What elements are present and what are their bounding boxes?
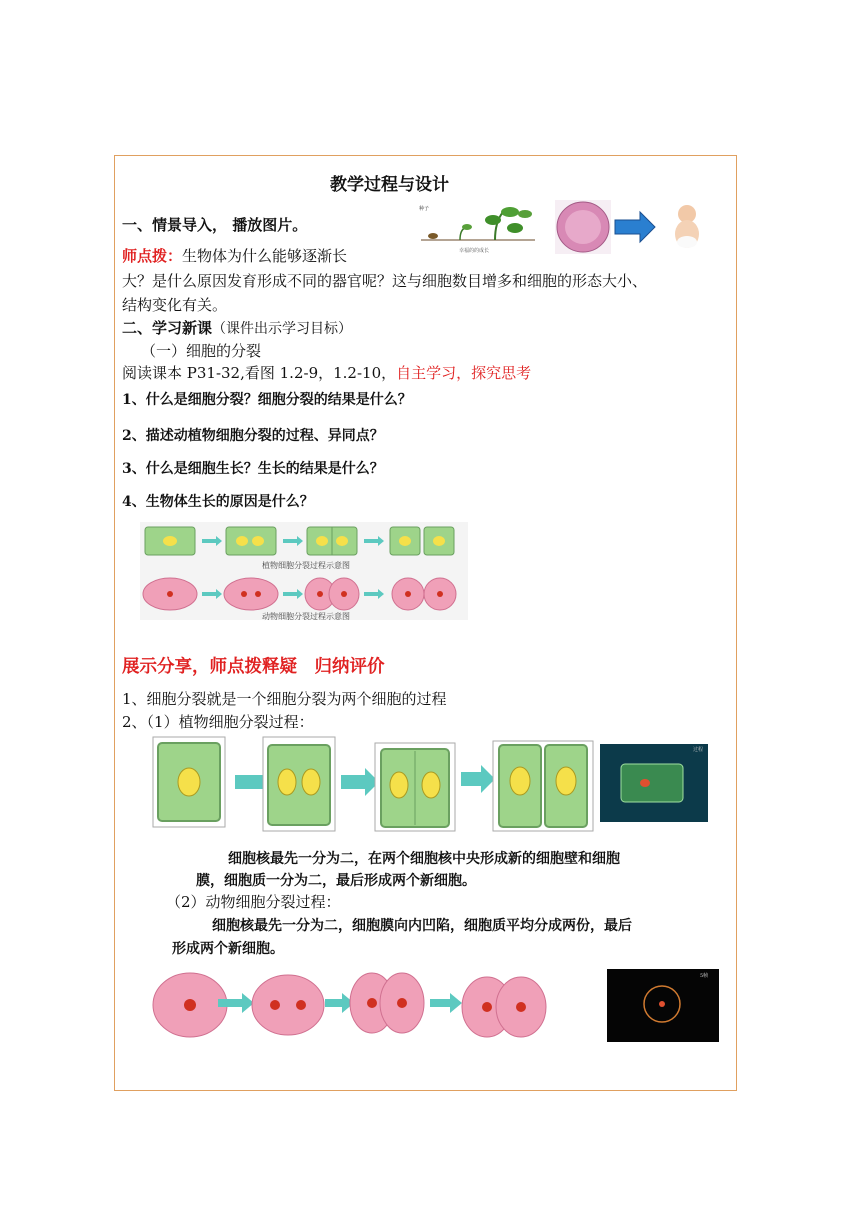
hint-label: 师点拨：	[122, 247, 183, 265]
intro-images	[415, 200, 735, 256]
cell-image	[555, 200, 611, 254]
reading-highlight: 自主学习，探究思考	[396, 364, 532, 382]
plant-desc-line2: 膜，细胞质一分为二，最后形成两个新细胞。	[196, 873, 476, 889]
plant-division-diagram	[153, 737, 713, 837]
hint-line1: 生物体为什么能够逐渐长	[182, 247, 348, 265]
section2-heading: 二、学习新课	[122, 319, 213, 337]
question-4: 4、生物体生长的原因是什么？	[122, 494, 314, 510]
question-1: 1、什么是细胞分裂？细胞分裂的结果是什么？	[122, 392, 412, 408]
animal-desc-line2: 形成两个新细胞。	[172, 941, 284, 957]
intro-heading: 一、情景导入， 播放图片。	[122, 216, 308, 234]
section2-sub: （一）细胞的分裂	[141, 342, 262, 360]
baby-image	[675, 205, 699, 248]
reading-text: 阅读课本 P31-32,看图 1.2-9，1.2-10，	[122, 364, 397, 382]
small-division-diagrams	[140, 522, 470, 622]
svg-text:种子: 种子	[419, 206, 430, 212]
plant-desc-line1: 细胞核最先一分为二，在两个细胞核中央形成新的细胞壁和细胞	[228, 851, 620, 867]
animal-label: （2）动物细胞分裂过程：	[166, 893, 341, 911]
svg-text:幸福的的成长: 幸福的的成长	[459, 248, 490, 254]
animal-video-thumbnail	[607, 969, 719, 1042]
question-3: 3、什么是细胞生长？生长的结果是什么？	[122, 461, 384, 477]
section2-note: （课件出示学习目标）	[212, 321, 353, 337]
svg-text:过程: 过程	[693, 747, 704, 753]
answer-2-label: 2、（1）植物细胞分裂过程：	[122, 713, 314, 731]
page-title: 教学过程与设计	[330, 175, 449, 195]
svg-text:动物细胞分裂过程示意图: 动物细胞分裂过程示意图	[262, 612, 350, 621]
share-heading: 展示分享，师点拨释疑 归纳评价	[122, 657, 385, 677]
plant-growth-image	[415, 202, 543, 254]
answer-1: 1、细胞分裂就是一个细胞分裂为两个细胞的过程	[122, 690, 447, 708]
plant-video-thumbnail	[600, 744, 708, 822]
svg-text:5帧: 5帧	[700, 973, 709, 979]
arrow-icon	[615, 212, 655, 242]
hint-line3: 结构变化有关。	[122, 296, 228, 314]
hint-line2: 大？是什么原因发育形成不同的器官呢？这与细胞数目增多和细胞的形态大小、	[122, 272, 648, 290]
animal-division-diagram	[150, 967, 725, 1047]
question-2: 2、描述动植物细胞分裂的过程、异同点？	[122, 428, 384, 444]
animal-desc-line1: 细胞核最先一分为二，细胞膜向内凹陷，细胞质平均分成两份，最后	[212, 918, 632, 934]
svg-text:植物细胞分裂过程示意图: 植物细胞分裂过程示意图	[262, 561, 350, 570]
